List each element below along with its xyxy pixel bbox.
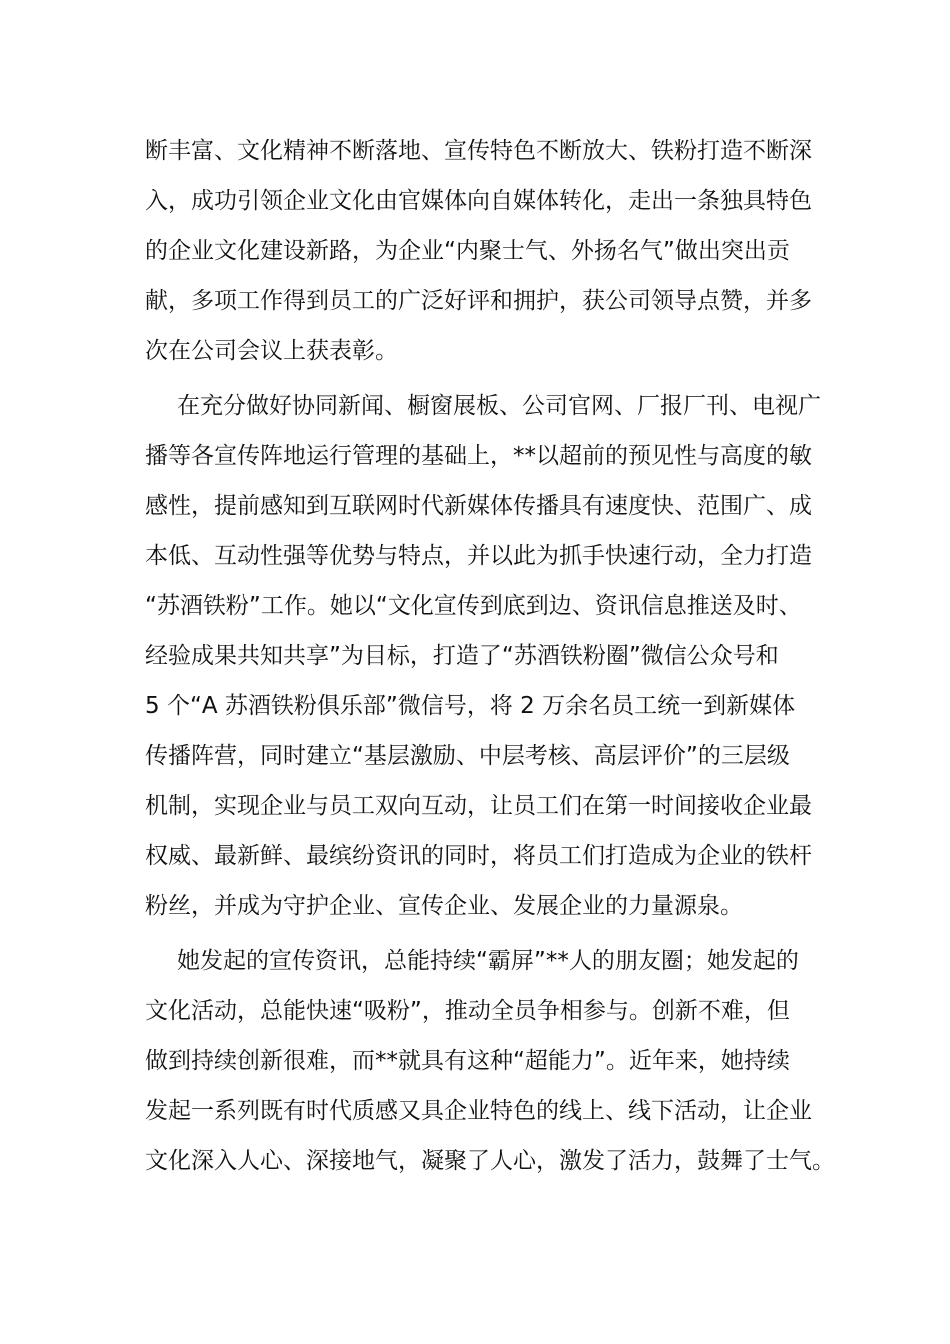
paragraph-3-line-2: 文化活动，总能快速“吸粉”，推动全员争相参与。创新不难，但 <box>145 998 790 1024</box>
paragraph-2-line-3: 感性，提前感知到互联网时代新媒体传播具有速度快、范围广、成 <box>145 493 812 519</box>
paragraph-1-line-4: 献，多项工作得到员工的广泛好评和拥护，获公司领导点赞，并多 <box>145 288 812 314</box>
paragraph-2-line-4: 本低、互动性强等优势与特点，并以此为抓手快速行动，全力打造 <box>145 543 812 569</box>
paragraph-1-line-5: 次在公司会议上获表彰。 <box>145 338 398 364</box>
paragraph-2-line-10: 权威、最新鲜、最缤纷资讯的同时，将员工们打造成为企业的铁杆 <box>145 843 812 869</box>
paragraph-1-line-2: 入，成功引领企业文化由官媒体向自媒体转化，走出一条独具特色 <box>145 188 812 214</box>
paragraph-3-line-1: 她发起的宣传资讯，总能持续“霸屏”**人的朋友圈；她发起的 <box>177 948 799 974</box>
paragraph-3-line-4: 发起一系列既有时代质感又具企业特色的线上、线下活动，让企业 <box>145 1098 812 1124</box>
paragraph-3-line-5: 文化深入人心、深接地气，凝聚了人心，激发了活力，鼓舞了士气。 <box>145 1148 835 1174</box>
paragraph-1-line-1: 断丰富、文化精神不断落地、宣传特色不断放大、铁粉打造不断深 <box>145 138 812 164</box>
paragraph-2-line-9: 机制，实现企业与员工双向互动，让员工们在第一时间接收企业最 <box>145 793 812 819</box>
paragraph-2-line-5: “苏酒铁粉”工作。她以“文化宣传到底到边、资讯信息推送及时、 <box>145 593 802 619</box>
paragraph-2-line-2: 播等各宣传阵地运行管理的基础上，**以超前的预见性与高度的敏 <box>145 443 812 469</box>
paragraph-2-line-7: 5 个“A 苏酒铁粉俱乐部”微信号，将 2 万余名员工统一到新媒体 <box>145 693 796 719</box>
paragraph-2-line-1: 在充分做好协同新闻、橱窗展板、公司官网、厂报厂刊、电视广 <box>177 393 821 419</box>
paragraph-2-line-8: 传播阵营，同时建立“基层激励、中层考核、高层评价”的三层级 <box>145 743 790 769</box>
paragraph-2-line-11: 粉丝，并成为守护企业、宣传企业、发展企业的力量源泉。 <box>145 893 743 919</box>
paragraph-3-line-3: 做到持续创新很难，而**就具有这种“超能力”。近年来，她持续 <box>145 1048 790 1074</box>
paragraph-1-line-3: 的企业文化建设新路，为企业“内聚士气、外扬名气”做出突出贡 <box>145 238 790 264</box>
paragraph-2-line-6: 经验成果共知共享”为目标，打造了“苏酒铁粉圈”微信公众号和 <box>145 643 779 669</box>
